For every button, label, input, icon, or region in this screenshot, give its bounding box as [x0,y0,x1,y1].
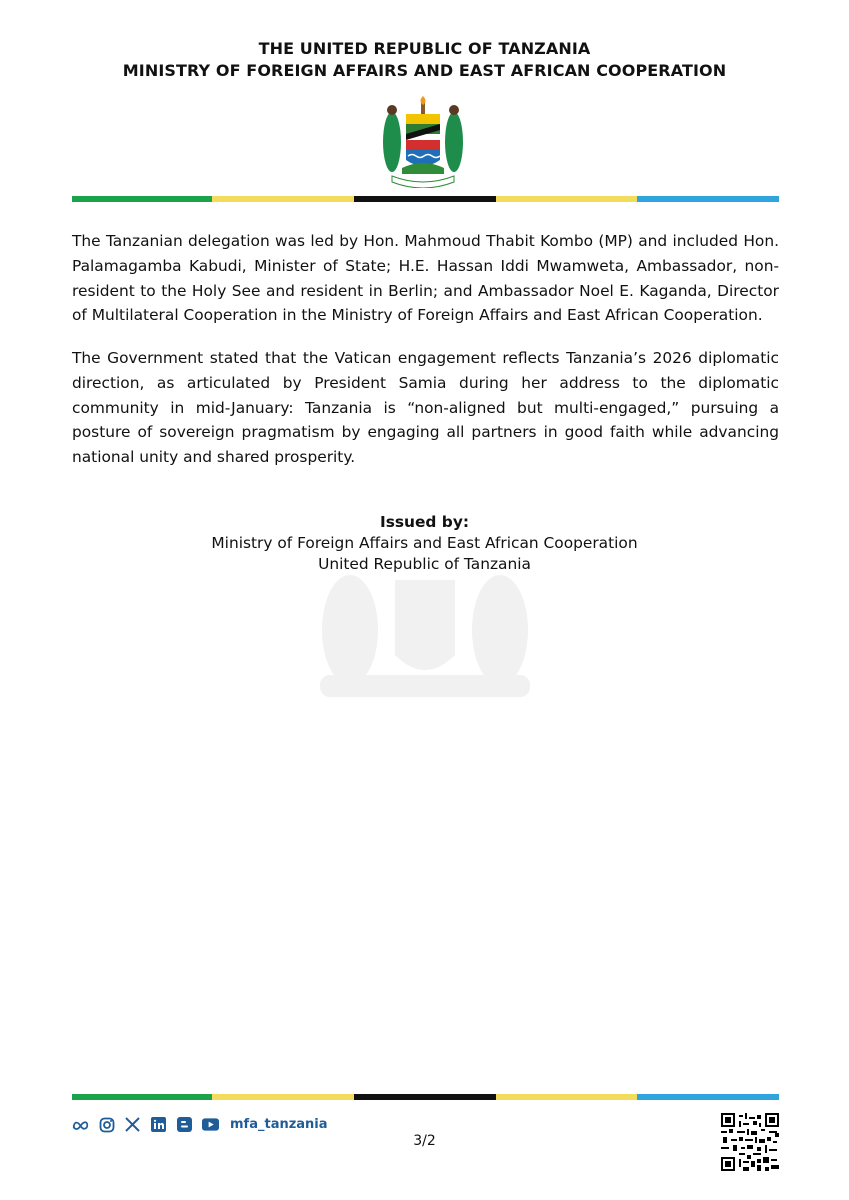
issued-by-block [0,512,849,575]
qr-code [721,1113,779,1171]
body-paragraph-delegation: The Tanzanian delegation was led by Hon. Mahmoud Thabit Kombo (MP) and included Hon. Palamagamba Kabudi, Minister of State; H.E. Hassan Iddi Mwamweta, Ambassador, non-resident to the Holy See and resident in Berlin; and Ambassador Noel E. Kaganda, Director of Multilateral Cooperation in the Ministry of Foreign Affairs and East African Cooperation. [72,232,779,325]
document-header [0,38,849,82]
social-handle[interactable]: mfa_tanzania [230,1117,328,1132]
flag-stripe-top [72,196,779,202]
flag-stripe-bottom [72,1094,779,1100]
youtube-icon[interactable] [202,1116,219,1133]
country-title: THE UNITED REPUBLIC OF TANZANIA [258,39,591,58]
body-paragraph-diplomatic-direction: The Government stated that the Vatican engagement reflects Tanzania’s 2026 diplomatic direction, as articulated by President Samia during her address to the diplomatic community in mid-January: Tanzania is “non-aligned but multi-engaged,” pursuing a posture of sovereign pragmatism by engaging all partners in good faith while advancing national unity and shared prosperity. [72,349,779,467]
emblem-watermark [300,560,550,705]
meta-icon[interactable] [72,1116,89,1133]
issued-by-label: Issued by: [379,513,470,531]
page-number: 3/2 [413,1133,436,1149]
x-icon[interactable] [124,1116,141,1133]
blogger-icon[interactable] [176,1116,193,1133]
ministry-title: MINISTRY OF FOREIGN AFFAIRS AND EAST AFRICAN COOPERATION [122,61,727,80]
coat-of-arms-emblem [376,96,470,188]
issuer-country: United Republic of Tanzania [318,555,531,573]
issuer-ministry: Ministry of Foreign Affairs and East African Cooperation [211,534,638,552]
instagram-icon[interactable] [98,1116,115,1133]
linkedin-icon[interactable] [150,1116,167,1133]
social-media-bar [72,1116,328,1133]
